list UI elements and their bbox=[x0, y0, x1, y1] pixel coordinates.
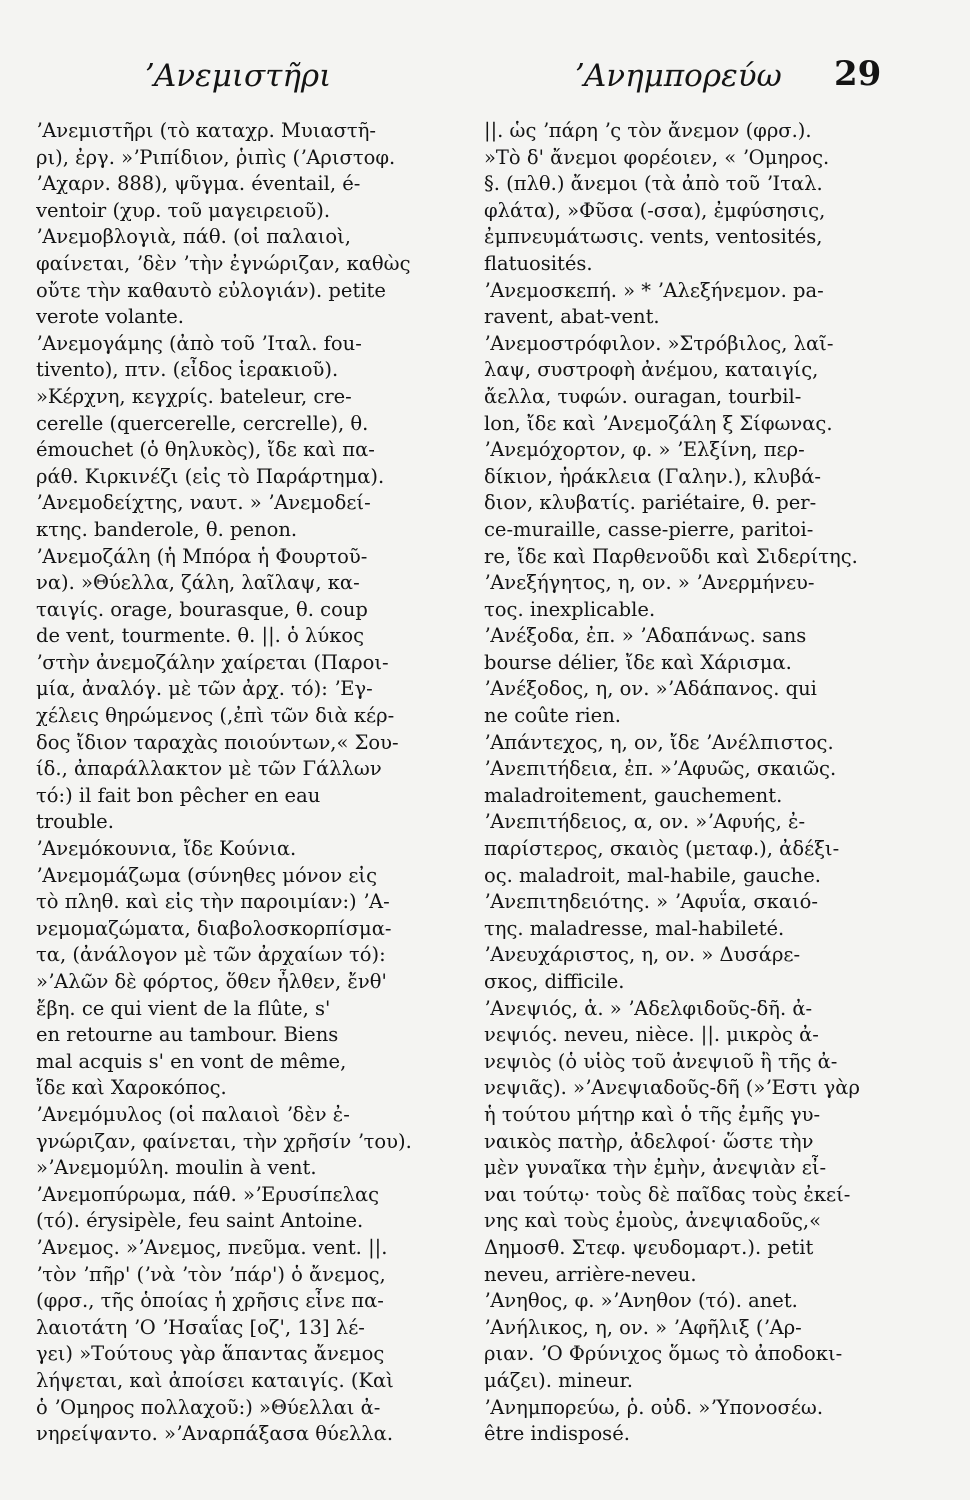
text-line: ʼΑνεμομάζωμα (σύνηθες μόνον εἰς bbox=[36, 863, 378, 887]
text-line: être indisposé. bbox=[484, 1422, 630, 1446]
text-line: ventoir (χυρ. τοῦ μαγειρειοῦ). bbox=[36, 198, 331, 222]
text-line: ʼΑνεμοσκεπή. » * ʼΑλεξήνεμον. pa- bbox=[484, 278, 824, 302]
text-line: λαιοτάτη ʼΟ ʼΗσαΐας [οζ', 13] λέ- bbox=[36, 1315, 365, 1339]
text-line: ne coûte rien. bbox=[484, 704, 621, 728]
text-line: ravent, abat-vent. bbox=[484, 305, 660, 329]
text-line: ίδ., ἀπαράλλακτον μὲ τῶν Γάλλων bbox=[36, 757, 382, 781]
text-line: ʼΑνευχάριστος, η, ον. » Δυσάρε- bbox=[484, 943, 801, 967]
text-line: ʼΑνεπιτηδειότης. » ʼΑφυΐα, σκαιό- bbox=[484, 890, 818, 914]
text-line: ʼΑνεπιτήδεια, ἐπ. »ʼΑφυῶς, σκαιῶς. bbox=[484, 757, 837, 781]
text-line: ταιγίς. orage, bourasque, θ. coup bbox=[36, 597, 368, 621]
text-line: »ʼΑνεμομύλη. moulin à vent. bbox=[36, 1156, 317, 1180]
text-line: τα, (ἀνάλογον μὲ τῶν ἀρχαίων τό): bbox=[36, 943, 386, 967]
text-line: ʼΑνηθος, φ. »ʼΑνηθον (τό). anet. bbox=[484, 1289, 798, 1313]
text-line: παρίστερος, σκαιὸς (μεταφ.), ἀδέξι- bbox=[484, 837, 840, 861]
page-number: 29 bbox=[834, 54, 882, 94]
text-line: ʼΑνέξοδος, η, ον. »ʼΑδάπανος. qui bbox=[484, 677, 817, 701]
text-line: δος ἴδιον ταραχὰς ποιούντων,« Σου- bbox=[36, 730, 399, 754]
text-line: ʼΑπάντεχος, η, ον, ἴδε ʼΑνέλπιστος. bbox=[484, 730, 834, 754]
text-line: ʼΑνεμόκουνια, ἴδε Κούνια. bbox=[36, 837, 297, 861]
text-line: της. maladresse, mal-habileté. bbox=[484, 916, 785, 940]
text-line: μὲν γυναῖκα τὴν ἐμὴν, ἀνεψιὰν εἶ- bbox=[484, 1156, 827, 1180]
text-line: trouble. bbox=[36, 810, 114, 834]
text-line: verote volante. bbox=[36, 305, 184, 329]
text-line: τό:) il fait bon pêcher en eau bbox=[36, 783, 321, 807]
text-line: Δημοσθ. Στεφ. ψευδομαρτ.). petit bbox=[484, 1235, 814, 1259]
text-line: ʼΑνεμογάμης (ἀπὸ τοῦ ʼΙταλ. fou- bbox=[36, 331, 362, 355]
text-line: φλάτα), »Φῦσα (-σσα), ἐμφύσησις, bbox=[484, 198, 826, 222]
text-line: τος. inexplicable. bbox=[484, 597, 656, 621]
text-line: ʼΑνεμοδείχτης, ναυτ. » ʼΑνεμοδεί- bbox=[36, 491, 371, 515]
text-line: (τό). érysipèle, feu saint Antoine. bbox=[36, 1209, 364, 1233]
text-line: λήψεται, καὶ ἀποίσει καταιγίς. (Καὶ bbox=[36, 1368, 394, 1392]
text-line: flatuosités. bbox=[484, 251, 593, 275]
text-line: ʼΑνήλικος, η, ον. » ʼΑφῆλιξ (ʼΑρ- bbox=[484, 1315, 802, 1339]
text-line: γνώριζαν, φαίνεται, τὴν χρῆσίν ʼτου). bbox=[36, 1129, 412, 1153]
text-line: ʼΑνέξοδα, ἐπ. » ʼΑδαπάνως. sans bbox=[484, 624, 807, 648]
text-line: νης καὶ τοὺς ἐμοὺς, ἀνεψιαδοῦς,« bbox=[484, 1209, 822, 1233]
text-line: νεψιός. neveu, nièce. ||. μικρὸς ἀ- bbox=[484, 1023, 819, 1047]
text-line: ράθ. Κιρκινέζι (εἰς τὸ Παράρτημα). bbox=[36, 464, 385, 488]
text-line: ʼΑνεπιτήδειος, α, ον. »ʼΑφυής, ἐ- bbox=[484, 810, 806, 834]
text-line: ʼτὸν ʼπῆρ' (ʼνὰ ʼτὸν ʼπάρ') ὁ ἄνεμος, bbox=[36, 1262, 386, 1286]
text-line: »ʼΑλῶν δὲ φόρτος, ὅθεν ἦλθεν, ἔνθ' bbox=[36, 970, 387, 993]
text-line: ʼΑνεμοβλογιὰ, πάθ. (οἱ παλαιοὶ, bbox=[36, 225, 351, 249]
text-line: ἴδε καὶ Χαροκόπος. bbox=[36, 1076, 227, 1100]
text-line: ʼΑνεμόμυλος (οἱ παλαιοὶ ʼδὲν ἐ- bbox=[36, 1102, 350, 1126]
text-line: ος. maladroit, mal-habile, gauche. bbox=[484, 863, 821, 887]
text-line: ʼΑνεξήγητος, η, ον. » ʼΑνερμήνευ- bbox=[484, 571, 815, 595]
text-line: neveu, arrière-neveu. bbox=[484, 1262, 697, 1286]
text-line: ʼΑνεμοστρόφιλον. »Στρόβιλος, λαῖ- bbox=[484, 331, 834, 355]
text-line: μάζει). mineur. bbox=[484, 1368, 633, 1392]
text-line: ʼΑχαρν. 888), ψῦγμα. éventail, é- bbox=[36, 172, 361, 196]
text-line: ʼΑνεμόχορτον, φ. » ʼΕλξίνη, περ- bbox=[484, 438, 805, 462]
text-line: ἔβη. ce qui vient de la flûte, s' bbox=[36, 996, 331, 1020]
text-line: ναικὸς πατὴρ, ἀδελφοί· ὥστε τὴν bbox=[484, 1129, 814, 1153]
text-line: χέλεις θηρώμενος (,ἐπὶ τῶν διὰ κέρ- bbox=[36, 704, 395, 728]
text-line: ἄελλα, τυφών. ouragan, tourbil- bbox=[484, 384, 802, 408]
text-line: σκος, difficile. bbox=[484, 970, 625, 993]
text-line: cerelle (quercerelle, cercrelle), θ. bbox=[36, 411, 369, 435]
text-line: μία, ἀναλόγ. μὲ τῶν ἀρχ. τό): ʼΕγ- bbox=[36, 677, 373, 701]
text-line: νεμομαζώματα, διαβολοσκορπίσμα- bbox=[36, 916, 392, 940]
text-line: ριαν. ʼΟ Φρύνιχος ὅμως τὸ ἀποδοκι- bbox=[484, 1342, 843, 1366]
text-line: ʼΑνεψιός, ἁ. » ʼΑδελφιδοῦς-δῆ. ἀ- bbox=[484, 996, 813, 1020]
text-line: ||. ὡς ʼπάρη ʼς τὸν ἄνεμον (φρσ.). bbox=[484, 119, 812, 142]
text-line: νεψιᾶς). »ʼΑνεψιαδοῦς-δῆ (»ʼΕστι γὰρ bbox=[484, 1076, 860, 1100]
text-line: ʼΑνημπορεύω, ῥ. οὐδ. »ʼΥπονοσέω. bbox=[484, 1395, 824, 1419]
text-line: ʼΑνεμος. »ʼΑνεμος, πνεῦμα. vent. ||. bbox=[36, 1235, 388, 1259]
text-line: §. (πλθ.) ἄνεμοι (τὰ ἀπὸ τοῦ ʼΙταλ. bbox=[484, 172, 823, 196]
text-line: νηρείψαντο. »ʼΑναρπάξασα θύελλα. bbox=[36, 1422, 394, 1446]
text-line: διον, κλυβατίς. pariétaire, θ. per- bbox=[484, 491, 817, 515]
text-line: »Τὸ δ' ἄνεμοι φορέοιεν, « ʼΟμηρος. bbox=[484, 145, 830, 169]
text-line: ναι τούτῳ· τοὺς δὲ παῖδας τοὺς ἐκεί- bbox=[484, 1182, 851, 1206]
text-line: »Κέρχνη, κεγχρίς. bateleur, cre- bbox=[36, 384, 352, 408]
text-line: ἐμπνευμάτωσις. vents, ventosités, bbox=[484, 225, 823, 249]
text-line: δίκιον, ἡράκλεια (Γαλην.), κλυβά- bbox=[484, 464, 822, 488]
text-line: ρι), ἐργ. »ʼΡιπίδιον, ῥιπὶς (ʼΑριστοφ. bbox=[36, 145, 396, 169]
text-line: re, ἴδε καὶ Παρθενοῦδι καὶ Σιδερίτης. bbox=[484, 544, 858, 568]
running-head-right: ʼΑνημπορεύω bbox=[574, 58, 782, 94]
page-header bbox=[0, 54, 970, 108]
text-line: en retourne au tambour. Biens bbox=[36, 1023, 339, 1047]
text-line: τὸ πληθ. καὶ εἰς τὴν παροιμίαν:) ʼΑ- bbox=[36, 890, 390, 914]
text-line: να). »Θύελλα, ζάλη, λαῖλαψ, κα- bbox=[36, 571, 360, 595]
text-line: bourse délier, ἴδε καὶ Χάρισμα. bbox=[484, 650, 792, 674]
text-line: maladroitement, gauchement. bbox=[484, 783, 783, 807]
left-column bbox=[36, 118, 453, 1448]
text-line: ὁ ʼΟμηρος πολλαχοῦ:) »Θύελλαι ἀ- bbox=[36, 1395, 381, 1419]
text-line: ʼστὴν ἀνεμοζάλην χαίρεται (Παροι- bbox=[36, 650, 389, 674]
text-line: οὔτε τὴν καθαυτὸ εὐλογιάν). petite bbox=[36, 278, 386, 302]
text-line: κτης. banderole, θ. penon. bbox=[36, 517, 298, 541]
text-line: tivento), πτν. (εἶδος ἱερακιοῦ). bbox=[36, 358, 339, 382]
text-line: νεψιὸς (ὁ υἱὸς τοῦ ἀνεψιοῦ ἢ τῆς ἀ- bbox=[484, 1049, 838, 1073]
right-column bbox=[484, 118, 876, 1448]
text-line: γει) »Τούτους γὰρ ἅπαντας ἄνεμος bbox=[36, 1342, 385, 1366]
text-line: mal acquis s' en vont de même, bbox=[36, 1049, 347, 1073]
text-line: ʼΑνεμιστῆρι (τὸ καταχρ. Μυιαστῆ- bbox=[36, 119, 376, 142]
text-line: émouchet (ὁ θηλυκὸς), ἴδε καὶ πα- bbox=[36, 438, 375, 462]
text-line: ʼΑνεμοπύρωμα, πάθ. »ʼΕρυσίπελας bbox=[36, 1182, 380, 1206]
text-line: lon, ἴδε καὶ ʼΑνεμοζάλη ξ Σίφωνας. bbox=[484, 411, 833, 435]
text-line: (φρσ., τῆς ὁποίας ἡ χρῆσις εἶνε πα- bbox=[36, 1289, 384, 1313]
text-line: φαίνεται, ʼδὲν ʼτὴν ἐγνώριζαν, καθὼς bbox=[36, 251, 411, 275]
text-line: ce-muraille, casse-pierre, paritoi- bbox=[484, 517, 814, 541]
text-line: λαψ, συστροφὴ ἀνέμου, καταιγίς, bbox=[484, 358, 819, 382]
text-line: de vent, tourmente. θ. ||. ὁ λύκος bbox=[36, 624, 365, 648]
text-line: ʼΑνεμοζάλη (ἡ Μπόρα ἡ Φουρτοῦ- bbox=[36, 544, 368, 568]
text-line: ἡ τούτου μήτηρ καὶ ὁ τῆς ἐμῆς γυ- bbox=[484, 1102, 821, 1126]
running-head-left: ʼΑνεμιστῆρι bbox=[144, 58, 332, 94]
